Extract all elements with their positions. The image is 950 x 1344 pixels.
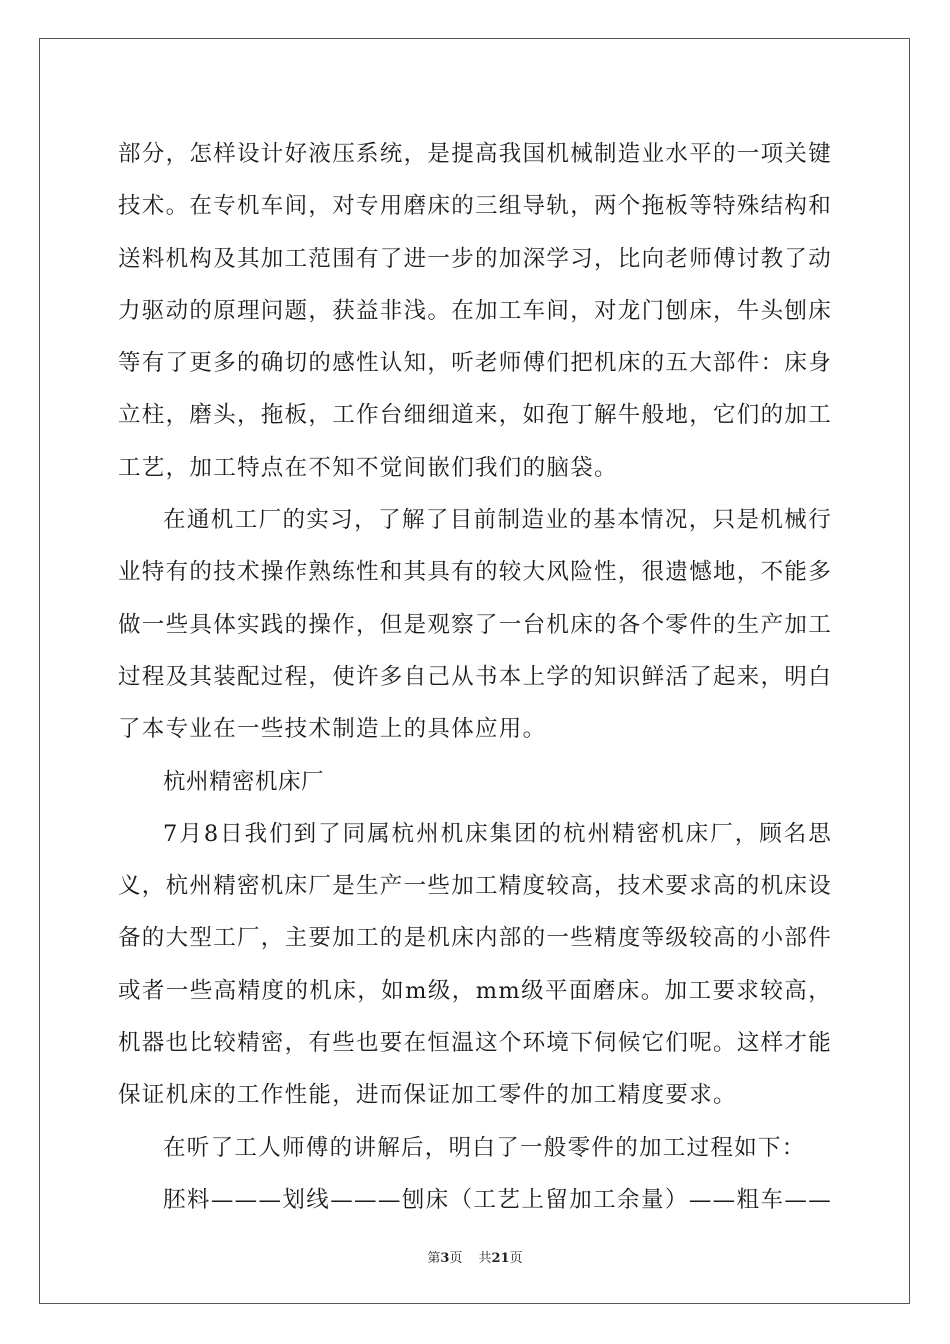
paragraph-start-line: 在通机工厂的实习，了解了目前制造业的基本情况，只是机械行 <box>163 507 832 534</box>
text-line: 或者一些高精度的机床，如m级，mm级平面磨床。加工要求较高， <box>118 977 832 1004</box>
text-line: 立柱，磨头，拖板，工作台细细道来，如孢丁解牛般地，它们的加工 <box>118 402 832 429</box>
text-line: 做一些具体实践的操作，但是观察了一台机床的各个零件的生产加工 <box>118 611 832 638</box>
text-line: 过程及其装配过程，使许多自己从书本上学的知识鲜活了起来，明白 <box>118 663 832 690</box>
text-line: 力驱动的原理问题，获益非浅。在加工车间，对龙门刨床，牛头刨床 <box>118 297 832 324</box>
text-line: 技术。在专机车间，对专用磨床的三组导轨，两个拖板等特殊结构和 <box>118 193 832 220</box>
text-line: 业特有的技术操作熟练性和其具有的较大风险性，很遗憾地，不能多 <box>118 559 832 586</box>
total-suffix: 页 <box>509 1251 523 1266</box>
text-line: 保证机床的工作性能，进而保证加工零件的加工精度要求。 <box>118 1082 737 1109</box>
page-number: 3 <box>440 1251 450 1266</box>
document-body <box>118 128 832 1226</box>
section-heading: 杭州精密机床厂 <box>163 768 325 795</box>
page-prefix: 第 <box>427 1251 441 1266</box>
text-line: 部分，怎样设计好液压系统，是提高我国机械制造业水平的一项关键 <box>118 141 832 167</box>
text-line: 义，杭州精密机床厂是生产一些加工精度较高，技术要求高的机床设 <box>118 873 832 900</box>
page-footer <box>0 1247 950 1266</box>
paragraph-start-line: 胚料———划线———刨床（工艺上留加工余量）——粗车—— <box>163 1186 832 1213</box>
text-line: 工艺，加工特点在不知不觉间嵌们我们的脑袋。 <box>118 454 618 481</box>
text-line: 等有了更多的确切的感性认知，听老师傅们把机床的五大部件：床身 <box>118 350 832 377</box>
total-prefix: 共 <box>478 1251 492 1266</box>
paragraph-start-line: 7月8日我们到了同属杭州机床集团的杭州精密机床厂，顾名思 <box>163 820 832 847</box>
paragraph-start-line: 在听了工人师傅的讲解后，明白了一般零件的加工过程如下： <box>163 1134 806 1161</box>
text-line: 备的大型工厂，主要加工的是机床内部的一些精度等级较高的小部件 <box>118 925 832 952</box>
text-line: 了本专业在一些技术制造上的具体应用。 <box>118 716 547 743</box>
text-line: 送料机构及其加工范围有了进一步的加深学习，比向老师傅讨教了动 <box>118 245 832 272</box>
total-pages: 21 <box>491 1251 510 1266</box>
text-line: 机器也比较精密，有些也要在恒温这个环境下伺候它们呢。这样才能 <box>118 1030 832 1057</box>
page-suffix: 页 <box>449 1251 463 1266</box>
